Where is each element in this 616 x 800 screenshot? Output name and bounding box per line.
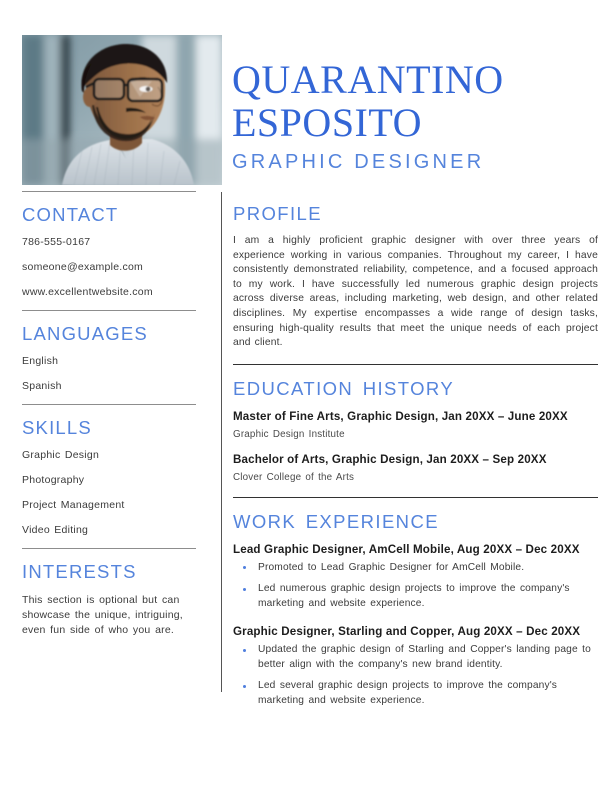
work-bullet-list [233,643,598,708]
education-degree: Bachelor of Arts, Graphic Design, Jan 20XX – Sep 20XX [233,452,547,466]
skill-item: Project Management [22,499,125,511]
skill-item: Graphic Design [22,449,100,461]
sidebar-section-interests [22,562,196,638]
contact-phone[interactable]: 786-555-0167 [22,236,91,248]
work-bullet: Promoted to Lead Graphic Designer for AmCell Mobile. [233,561,598,576]
sidebar [22,205,196,638]
sidebar-heading-contact: CONTACT [22,204,119,225]
sidebar-section-languages [22,324,196,393]
sidebar-divider-1 [22,310,196,311]
work-bullet-list [233,561,598,612]
section-education [233,378,598,484]
last-name: ESPOSITO [232,100,422,145]
contact-email[interactable]: someone@example.com [22,261,144,273]
education-entry [233,409,598,441]
work-bullet: Led several graphic design projects to improve the company's marketing and website experience. [233,679,598,708]
main-column [233,203,598,708]
education-institution: Clover College of the Arts [233,471,355,483]
sidebar-top-divider [22,191,196,192]
profile-text: I am a highly proficient graphic designer with over three years of experience working in various companies. Throughout my career, I have consistently demonstrated reliability, competence, and a focused approach to my work. I have successfully led numerous graphic design projects across diverse areas, including marketing, web design, and other related disciplines. My expertise encompasses a wide range of design tasks, ensuring high-quality results that meet the unique needs of each project and client. [233,235,598,349]
job-title: GRAPHIC DESIGNER [232,151,485,173]
interests-text: This section is optional but can showcase the unique, intriguing, even fun side of who you are. [22,594,183,636]
sidebar-heading-skills: SKILLS [22,417,92,438]
sidebar-heading-languages: LANGUAGES [22,323,148,344]
work-bullet: Updated the graphic design of Starling and Copper's landing page to better align with the company's new brand identity. [233,643,598,672]
work-role: Lead Graphic Designer, AmCell Mobile, Aug 20XX – Dec 20XX [233,542,580,556]
education-entry [233,452,598,484]
section-profile [233,203,598,351]
work-bullet: Led numerous graphic design projects to improve the company's marketing and website experience. [233,582,598,611]
sidebar-divider-3 [22,548,196,549]
section-work-experience [233,511,598,709]
skill-item: Photography [22,474,85,486]
work-entry [233,542,598,612]
portrait-photo-icon [22,35,222,185]
contact-website[interactable]: www.excellentwebsite.com [22,286,153,298]
sidebar-heading-interests: INTERESTS [22,561,137,582]
language-item: Spanish [22,380,62,392]
work-role: Graphic Designer, Starling and Copper, Aug 20XX – Dec 20XX [233,625,581,639]
main-divider-1 [233,364,598,365]
column-divider [221,192,222,692]
work-entry [233,624,598,708]
heading-education: EDUCATION HISTORY [233,377,455,399]
skill-item: Video Editing [22,524,89,536]
resume-header [0,0,616,192]
main-divider-2 [233,497,598,498]
heading-profile: PROFILE [233,203,322,224]
heading-work-experience: WORK EXPERIENCE [233,510,439,532]
education-institution: Graphic Design Institute [233,428,345,440]
language-item: English [22,355,59,367]
first-name: QUARANTINO [232,57,504,102]
profile-photo [22,35,222,185]
sidebar-section-contact [22,205,196,299]
name-block [232,58,602,174]
education-degree: Master of Fine Arts, Graphic Design, Jan 20XX – June 20XX [233,409,568,423]
sidebar-section-skills [22,418,196,537]
sidebar-divider-2 [22,404,196,405]
